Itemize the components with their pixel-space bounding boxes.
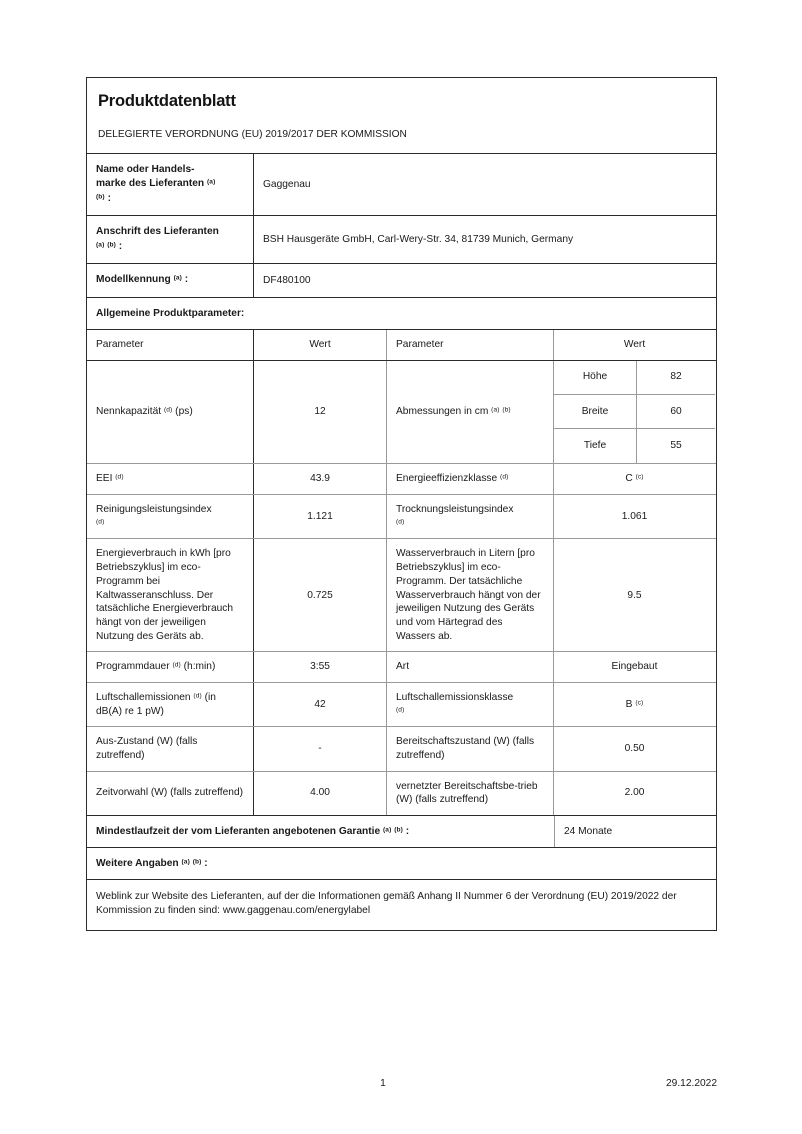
further-info-heading: Weitere Angaben $^{(a)}$ $^{(b)}$ : (96, 857, 208, 869)
footnote-a: (a) (181, 858, 190, 866)
dimension-row-height (554, 361, 715, 395)
footnote-d: (d) (396, 518, 405, 526)
duration-type-row (87, 652, 716, 683)
capacity-label-text: Nennkapazität (96, 406, 162, 418)
capacity-label (87, 361, 254, 464)
energy-class-label (387, 464, 554, 494)
footnote-b: (b) (96, 193, 105, 201)
cleaning-index-value: 1.121 (254, 495, 387, 538)
product-datasheet-table (86, 77, 717, 931)
dimension-row-depth (554, 429, 715, 463)
page-title: Produktdatenblatt (98, 92, 236, 110)
column-header-value-right: Wert (623, 338, 646, 350)
dimension-value-height: 82 (670, 371, 682, 383)
model-label: Modellkennung $^{(a)}$ : (87, 264, 254, 296)
model-row (87, 264, 716, 297)
supplier-name-label: Name oder Handels- marke des Lieferanten $^{(a)}$ $^{(b)}$ : (87, 154, 254, 215)
noise-emissions-label (87, 683, 254, 726)
dimension-value-width: 60 (670, 405, 682, 417)
weblink-row (87, 880, 716, 930)
energy-water-consumption-row (87, 539, 716, 652)
supplier-address-value: BSH Hausgeräte GmbH, Carl-Wery-Str. 34, 81739 Munich, Germany (263, 234, 574, 246)
delay-start-label: Zeitvorwahl (W) (falls zutreffend) (87, 772, 254, 815)
further-info-heading-row (87, 848, 716, 880)
supplier-address-row (87, 216, 716, 264)
off-mode-label: Aus-Zustand (W) (falls zutreffend) (87, 727, 254, 770)
cleaning-drying-index-row (87, 495, 716, 539)
footnote-d: (d) (115, 473, 124, 481)
eei-label-text: EEI (96, 473, 113, 485)
column-header-value-left: Wert (254, 330, 387, 360)
footnote-d: (d) (396, 706, 405, 714)
networked-standby-label: vernetzter Bereitschaftsbe-trieb (W) (falls zutreffend) (387, 772, 554, 815)
footnote-a: (a) (173, 274, 182, 282)
eei-label (87, 464, 254, 494)
capacity-label-suffix: (ps) (172, 406, 193, 418)
program-duration-value: 3:55 (254, 652, 387, 682)
water-consumption-value: 9.5 (627, 589, 642, 601)
footer-date: 29.12.2022 (666, 1078, 717, 1089)
cleaning-index-label-text: Reinigungsleistungsindex (96, 504, 212, 516)
footnote-b: (b) (107, 241, 116, 249)
eei-value: 43.9 (254, 464, 387, 494)
eei-energyclass-row (87, 464, 716, 495)
supplier-name-row (87, 154, 716, 216)
networked-standby-value: 2.00 (624, 787, 645, 799)
title-block (87, 78, 716, 154)
noise-emissions-label-text: Luftschallemissionen (96, 691, 191, 703)
warranty-row (87, 816, 716, 848)
footnote-a: (a) (491, 406, 500, 414)
dimension-label-depth: Tiefe (554, 429, 637, 463)
noise-class-label (387, 683, 554, 726)
energy-class-value (554, 464, 715, 494)
warranty-label-text: Mindestlaufzeit der vom Lieferanten angebotenen Garantie (96, 825, 381, 837)
footnote-b: (b) (502, 406, 511, 414)
capacity-dimensions-row (87, 361, 716, 465)
footnote-d: (d) (96, 518, 105, 526)
supplier-address-label-text: Anschrift des Lieferanten (96, 226, 219, 238)
page-footer (86, 1078, 717, 1089)
noise-class-label-text: Luftschallemissionsklasse (396, 691, 514, 703)
energy-consumption-value: 0.725 (254, 539, 387, 651)
regulation-subtitle: DELEGIERTE VERORDNUNG (EU) 2019/2017 DER KOMMISSION (98, 129, 407, 140)
off-mode-value: - (254, 727, 387, 770)
further-info-heading-text: Weitere Angaben (96, 857, 179, 869)
footnote-d: (d) (172, 661, 181, 669)
dimension-label-height: Höhe (554, 361, 637, 394)
type-label: Art (387, 652, 554, 682)
supplier-address-label: Anschrift des Lieferanten $^{(a)}$ $^{(b)}$ : (87, 216, 254, 263)
footnote-a: (a) (96, 241, 105, 249)
program-duration-label-suffix: (h:min) (180, 661, 216, 673)
program-duration-label-text: Programmdauer (96, 661, 170, 673)
delay-start-value: 4.00 (254, 772, 387, 815)
delaystart-networked-row (87, 772, 716, 816)
footnote-b: (b) (394, 826, 403, 834)
dimension-row-width (554, 395, 715, 429)
footnote-a: (a) (383, 826, 392, 834)
weblink-text: Weblink zur Website des Lieferanten, auf der die Informationen gemäß Anhang II Nummer 6 der Verordnung (EU) 2019/2022 der Kommission zu finden sind: www.gaggenau.com/energylabel (96, 890, 677, 917)
footnote-d: (d) (193, 692, 202, 700)
footnote-a: (a) (207, 178, 216, 186)
footnote-c: (c) (635, 699, 644, 707)
dimensions-label-text: Abmessungen in cm (396, 406, 489, 418)
drying-index-label-text: Trocknungsleistungsindex (396, 504, 514, 516)
energy-consumption-label: Energieverbrauch in kWh [pro Betriebszyklus] im eco-Programm bei Kaltwasseranschluss. Der tatsächliche Energieverbrauch hängt von der jeweiligen Nutzung des Geräts ab. (87, 539, 254, 651)
drying-index-label (387, 495, 554, 538)
warranty-label: Mindestlaufzeit der vom Lieferanten angebotenen Garantie $^{(a)}$ $^{(b)}$ : (87, 816, 555, 847)
standby-mode-value: 0.50 (624, 743, 645, 755)
page-number: 1 (380, 1078, 386, 1089)
drying-index-value: 1.061 (621, 510, 648, 522)
footnote-b: (b) (192, 858, 202, 866)
cleaning-index-label (87, 495, 254, 538)
footnote-c: (c) (635, 473, 644, 481)
noise-row (87, 683, 716, 727)
general-parameters-heading-row (87, 298, 716, 330)
supplier-name-label-line1: Name oder Handels- (96, 164, 195, 175)
energy-class-value-text: C (625, 473, 633, 485)
noise-emissions-value: 42 (254, 683, 387, 726)
column-header-parameter-right: Parameter (387, 330, 554, 360)
column-header-parameter-left: Parameter (87, 330, 254, 360)
noise-class-value (554, 683, 715, 726)
dimension-label-width: Breite (554, 395, 637, 428)
capacity-value: 12 (254, 361, 387, 464)
model-value: DF480100 (263, 275, 311, 287)
noise-emissions-label-suffix: (in dB(A) re 1 pW) (96, 691, 216, 717)
standby-mode-label: Bereitschaftszustand (W) (falls zutreffend) (387, 727, 554, 770)
water-consumption-label: Wasserverbrauch in Litern [pro Betriebszyklus] im eco-Programm. Der tatsächliche Wasserverbrauch hängt von der jeweiligen Nutzung des Geräts und vom Härtegrad des Wassers ab. (387, 539, 554, 651)
dimensions-subtable (554, 361, 715, 464)
offmode-standby-row (87, 727, 716, 771)
program-duration-label (87, 652, 254, 682)
supplier-name-label-line2: marke des Lieferanten (96, 178, 205, 190)
model-label-text: Modellkennung (96, 274, 171, 286)
energy-class-label-text: Energieeffizienzklasse (396, 473, 498, 485)
type-value: Eingebaut (611, 661, 658, 673)
noise-class-value-text: B (625, 698, 633, 710)
footnote-d: (d) (500, 473, 509, 481)
footnote-d: (d) (163, 406, 173, 414)
supplier-name-value: Gaggenau (263, 179, 311, 191)
dimensions-label (387, 361, 554, 464)
column-header-row (87, 330, 716, 361)
general-parameters-heading: Allgemeine Produktparameter: (96, 307, 245, 319)
warranty-value: 24 Monate (564, 825, 613, 837)
dimension-value-depth: 55 (670, 440, 682, 452)
